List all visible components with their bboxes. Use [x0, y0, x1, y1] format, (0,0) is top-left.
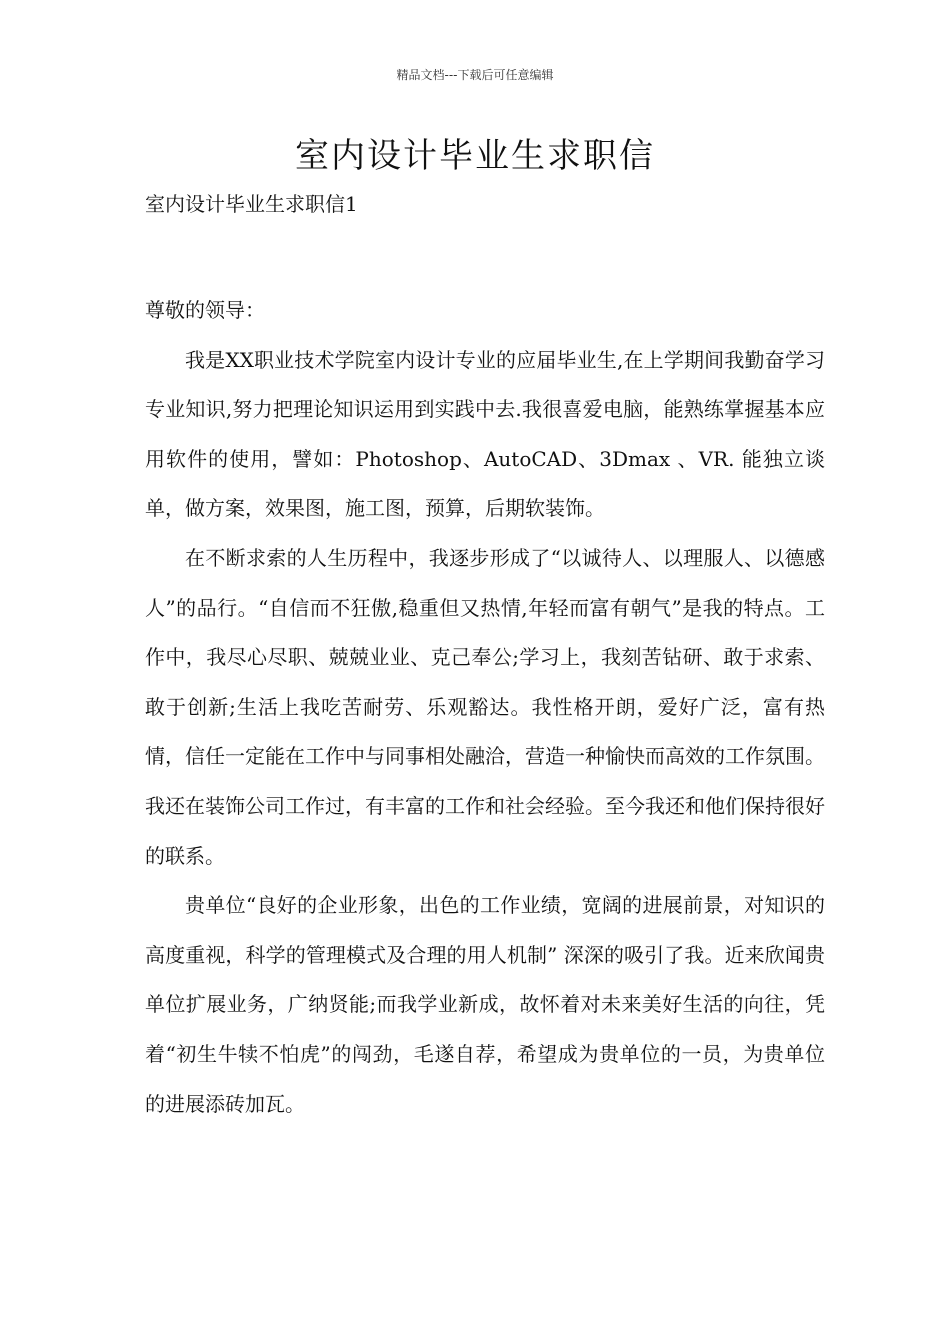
- document-subtitle: 室内设计毕业生求职信1: [145, 192, 358, 216]
- document-title: 室内设计毕业生求职信: [295, 136, 655, 176]
- header-note: 精品文档---下载后可任意编辑: [396, 68, 554, 82]
- paragraph-2: 在不断求索的人生历程中，我逐步形成了“以诚待人、以理服人、以德感人”的品行。“自信而不狂傲,稳重但又热情,年轻而富有朝气”是我的特点。工作中，我尽心尽职、兢兢业业、克己奉公;学习上，我刻苦钻研、敢于求索、敢于创新;生活上我吃苦耐劳、乐观豁达。我性格开朗，爱好广泛，富有热情，信任一定能在工作中与同事相处融洽，营造一种愉快而高效的工作氛围。我还在装饰公司工作过，有丰富的工作和社会经验。至今我还和他们保持很好的联系。: [145, 545, 825, 868]
- paragraph-1: 我是XX职业技术学院室内设计专业的应届毕业生,在上学期间我勤奋学习专业知识,努力把理论知识运用到实践中去.我很喜爱电脑，能熟练掌握基本应用软件的使用，譬如：Photoshop、AutoCAD、3Dmax 、VR. 能独立谈单，做方案，效果图，施工图，预算，后期软装饰。: [145, 347, 825, 521]
- letter-body: [145, 286, 825, 1129]
- salutation: 尊敬的领导：: [145, 298, 265, 322]
- paragraph-3: 贵单位“良好的企业形象，出色的工作业绩，宽阔的进展前景，对知识的高度重视，科学的管理模式及合理的用人机制” 深深的吸引了我。近来欣闻贵单位扩展业务，广纳贤能;而我学业新成，故怀着对未来美好生活的向往，凭着“初生牛犊不怕虎”的闯劲，毛遂自荐，希望成为贵单位的一员，为贵单位的进展添砖加瓦。: [145, 893, 825, 1116]
